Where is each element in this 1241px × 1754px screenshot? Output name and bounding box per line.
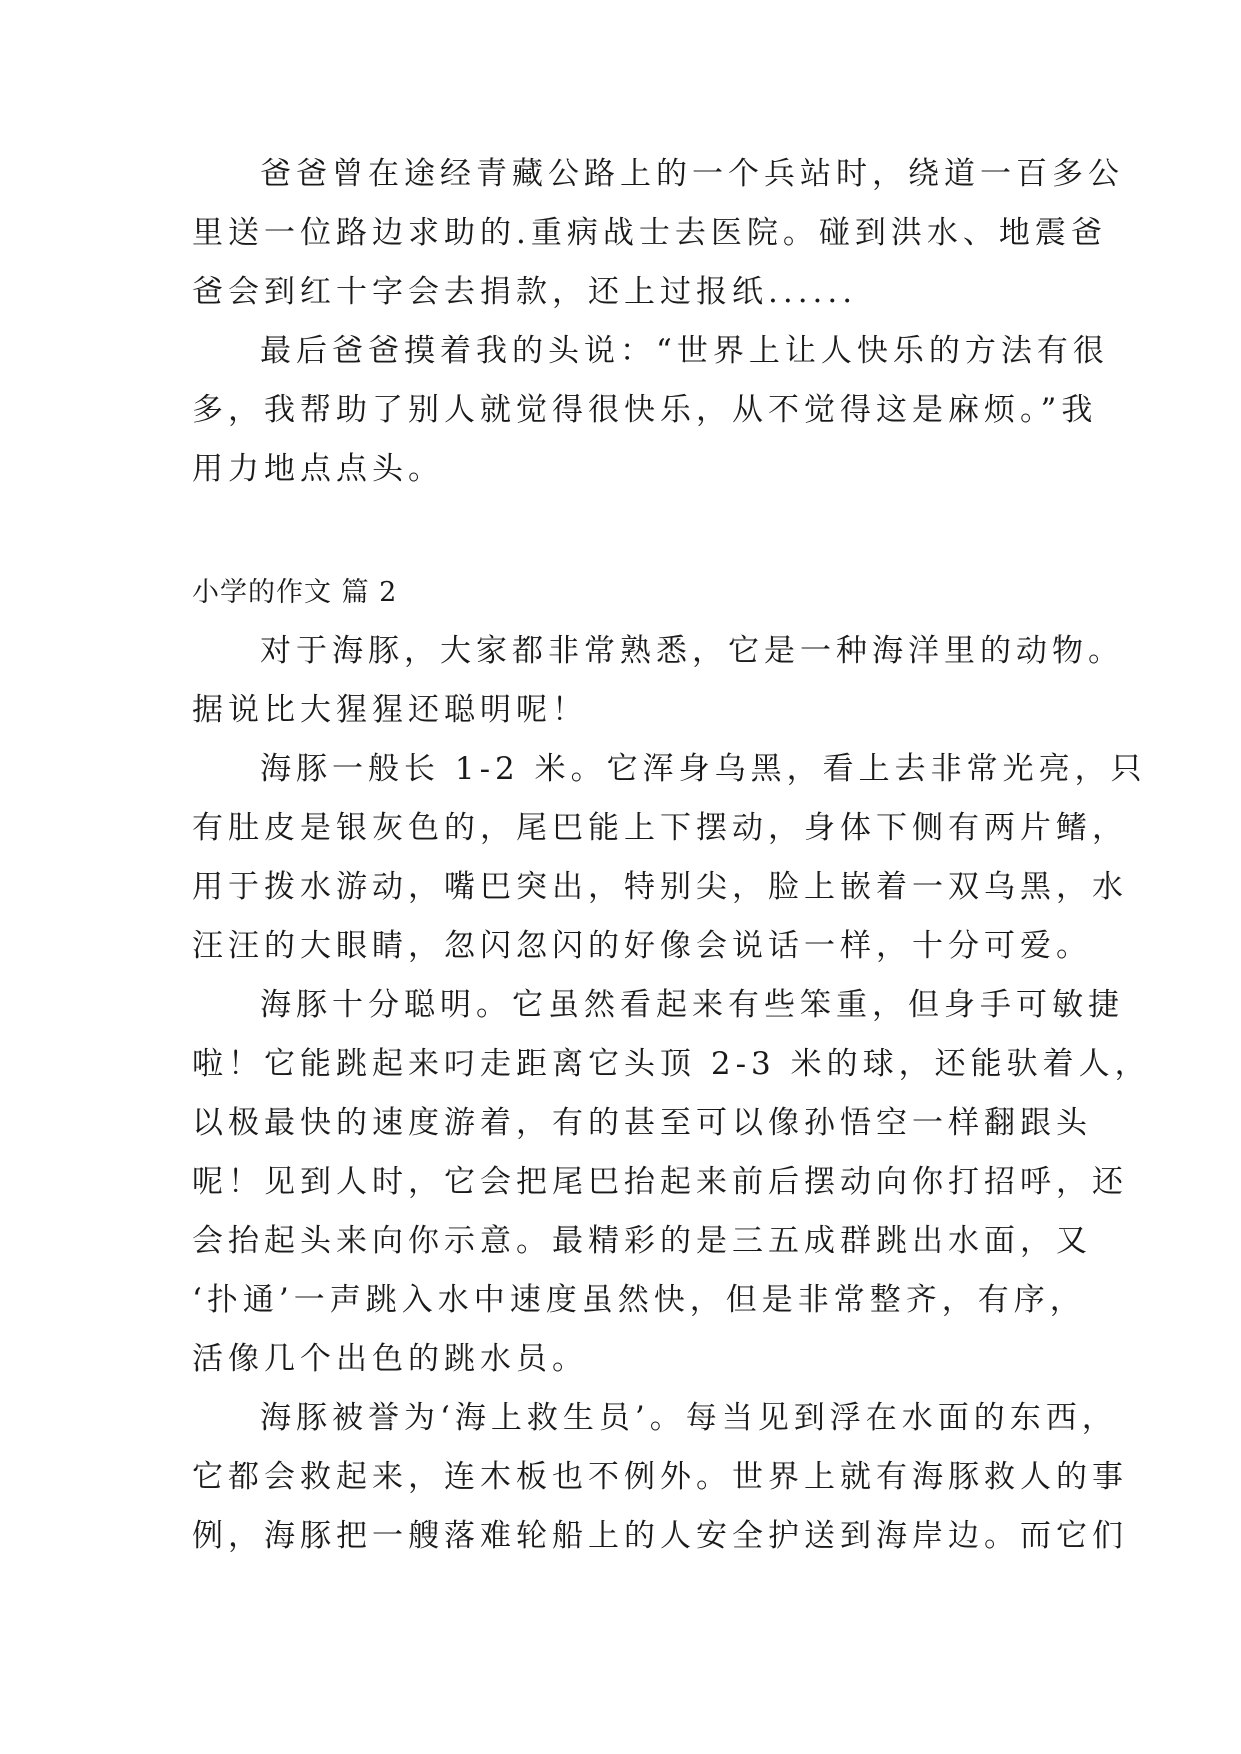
paragraph-line: 它都会救起来，连木板也不例外。世界上就有海豚救人的事 [192,1459,1128,1495]
paragraph-line: 会抬起头来向你示意。最精彩的是三五成群跳出水面，又 [192,1223,1092,1259]
section1-body [192,145,1124,499]
paragraph-line: 多，我帮助了别人就觉得很快乐，从不觉得这是麻烦。”我 [192,392,1098,428]
paragraph-line: ‘扑通’一声跳入水中速度虽然快，但是非常整齐，有序， [192,1282,1086,1318]
paragraph-line: 用于拨水游动，嘴巴突出，特别尖，脸上嵌着一双乌黑，水 [192,869,1128,905]
paragraph-line: 例，海豚把一艘落难轮船上的人安全护送到海岸边。而它们 [192,1518,1128,1554]
paragraph-line: 啦！它能跳起来叼走距离它头顶 2-3 米的球，还能驮着人， [192,1046,1151,1082]
paragraph-line: 海豚一般长 1-2 米。它浑身乌黑，看上去非常光亮，只 [260,751,1147,787]
paragraph-line: 对于海豚，大家都非常熟悉，它是一种海洋里的动物。 [260,633,1124,669]
paragraph-line: 爸爸曾在途经青藏公路上的一个兵站时，绕道一百多公 [260,156,1124,192]
paragraph-line: 呢！见到人时，它会把尾巴抬起来前后摆动向你打招呼，还 [192,1164,1128,1200]
section-heading: 小学的作文 篇 2 [192,577,398,608]
paragraph-line: 爸会到红十字会去捐款，还上过报纸...... [192,274,858,310]
paragraph-line: 用力地点点头。 [192,451,444,487]
paragraph-line: 海豚被誉为‘海上救生员’。每当见到浮在水面的东西， [260,1400,1118,1436]
section2-body [192,622,1151,1566]
paragraph-line: 汪汪的大眼睛，忽闪忽闪的好像会说话一样，十分可爱。 [192,928,1092,964]
paragraph-line: 最后爸爸摸着我的头说：“世界上让人快乐的方法有很 [260,333,1109,369]
paragraph-line: 海豚十分聪明。它虽然看起来有些笨重，但身手可敏捷 [260,987,1124,1023]
paragraph-line: 据说比大猩猩还聪明呢！ [192,692,588,728]
paragraph-line: 有肚皮是银灰色的，尾巴能上下摆动，身体下侧有两片鳍， [192,810,1128,846]
paragraph-line: 以极最快的速度游着，有的甚至可以像孙悟空一样翻跟头 [192,1105,1092,1141]
paragraph-line: 活像几个出色的跳水员。 [192,1341,588,1377]
paragraph-line: 里送一位路边求助的.重病战士去医院。碰到洪水、地震爸 [192,215,1107,251]
